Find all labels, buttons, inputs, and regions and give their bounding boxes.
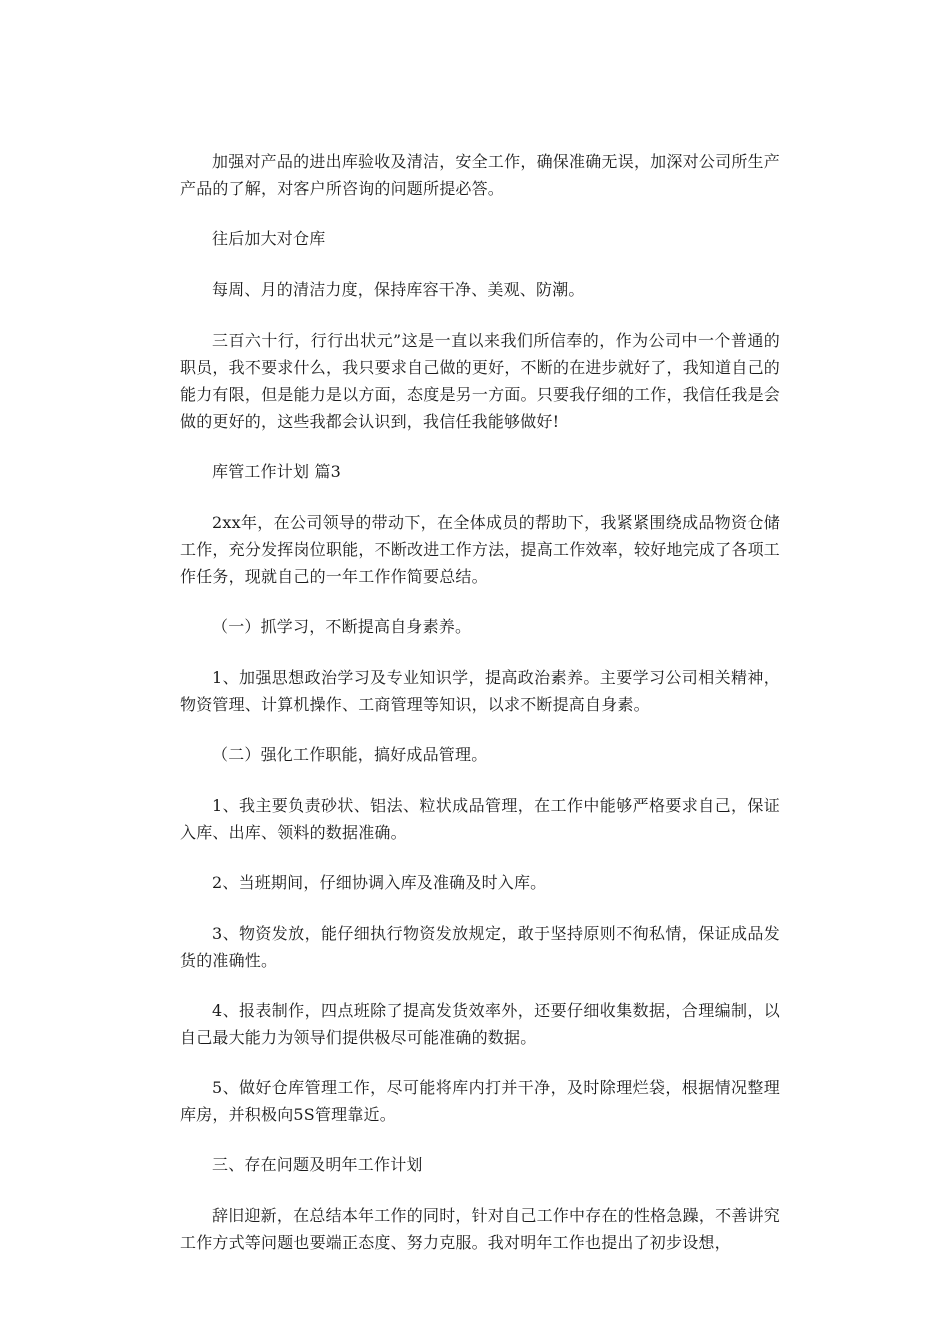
paragraph-attitude: 三百六十行，行行出状元”这是一直以来我们所信奉的，作为公司中一个普通的职员，我不要求什么，我只要求自己做的更好，不断的在进步就好了，我知道自己的能力有限，但是能力是以方面，态度是另一方面。只要我仔细的工作，我信任我是会做的更好的，这些我都会认识到，我信任我能够做好! — [180, 331, 780, 431]
subheading-study: （一）抓学习，不断提高自身素养。 — [212, 617, 472, 636]
paragraph-work-item-2: 2、当班期间，仔细协调入库及准确及时入库。 — [212, 873, 547, 892]
paragraph-study-item-1: 1、加强思想政治学习及专业知识学，提高政治素养。主要学习公司相关精神，物资管理、计算机操作、工商管理等知识，以求不断提高自身素。 — [180, 668, 780, 714]
paragraph-work-item-5: 5、做好仓库管理工作，尽可能将库内打并干净，及时除理烂袋，根据情况整理库房，并积极向5S管理靠近。 — [180, 1078, 780, 1124]
paragraph-new-year-plan: 辞旧迎新，在总结本年工作的同时，针对自己工作中存在的性格急躁，不善讲究工作方式等问题也要端正态度、努力克服。我对明年工作也提出了初步设想， — [180, 1206, 780, 1252]
paragraph-inventory-inspection: 加强对产品的进出库验收及清洁，安全工作，确保准确无误，加深对公司所生产产品的了解，对客户所咨询的问题所提必答。 — [180, 152, 780, 198]
document-body — [180, 148, 780, 1279]
paragraph-annual-summary: 2xx年，在公司领导的带动下，在全体成员的帮助下，我紧紧围绕成品物资仓储工作，充分发挥岗位职能，不断改进工作方法，提高工作效率，较好地完成了各项工作任务，现就自己的一年工作作简要总结。 — [180, 513, 780, 586]
paragraph-warehouse-intro: 往后加大对仓库 — [212, 229, 326, 248]
paragraph-work-item-3: 3、物资发放，能仔细执行物资发放规定，敢于坚持原则不徇私情，保证成品发货的准确性。 — [180, 924, 780, 970]
paragraph-cleaning-effort: 每周、月的清洁力度，保持库容干净、美观、防潮。 — [212, 280, 585, 299]
section-heading-problems-plan: 三、存在问题及明年工作计划 — [212, 1155, 423, 1174]
subheading-work-functions: （二）强化工作职能，搞好成品管理。 — [212, 745, 488, 764]
paragraph-work-item-1: 1、我主要负责砂状、铝法、粒状成品管理，在工作中能够严格要求自己，保证入库、出库、领料的数据准确。 — [180, 796, 780, 842]
section-heading-plan-3: 库管工作计划 篇3 — [212, 462, 342, 481]
paragraph-work-item-4: 4、报表制作，四点班除了提高发货效率外，还要仔细收集数据，合理编制，以自己最大能力为领导们提供极尽可能准确的数据。 — [180, 1001, 780, 1047]
